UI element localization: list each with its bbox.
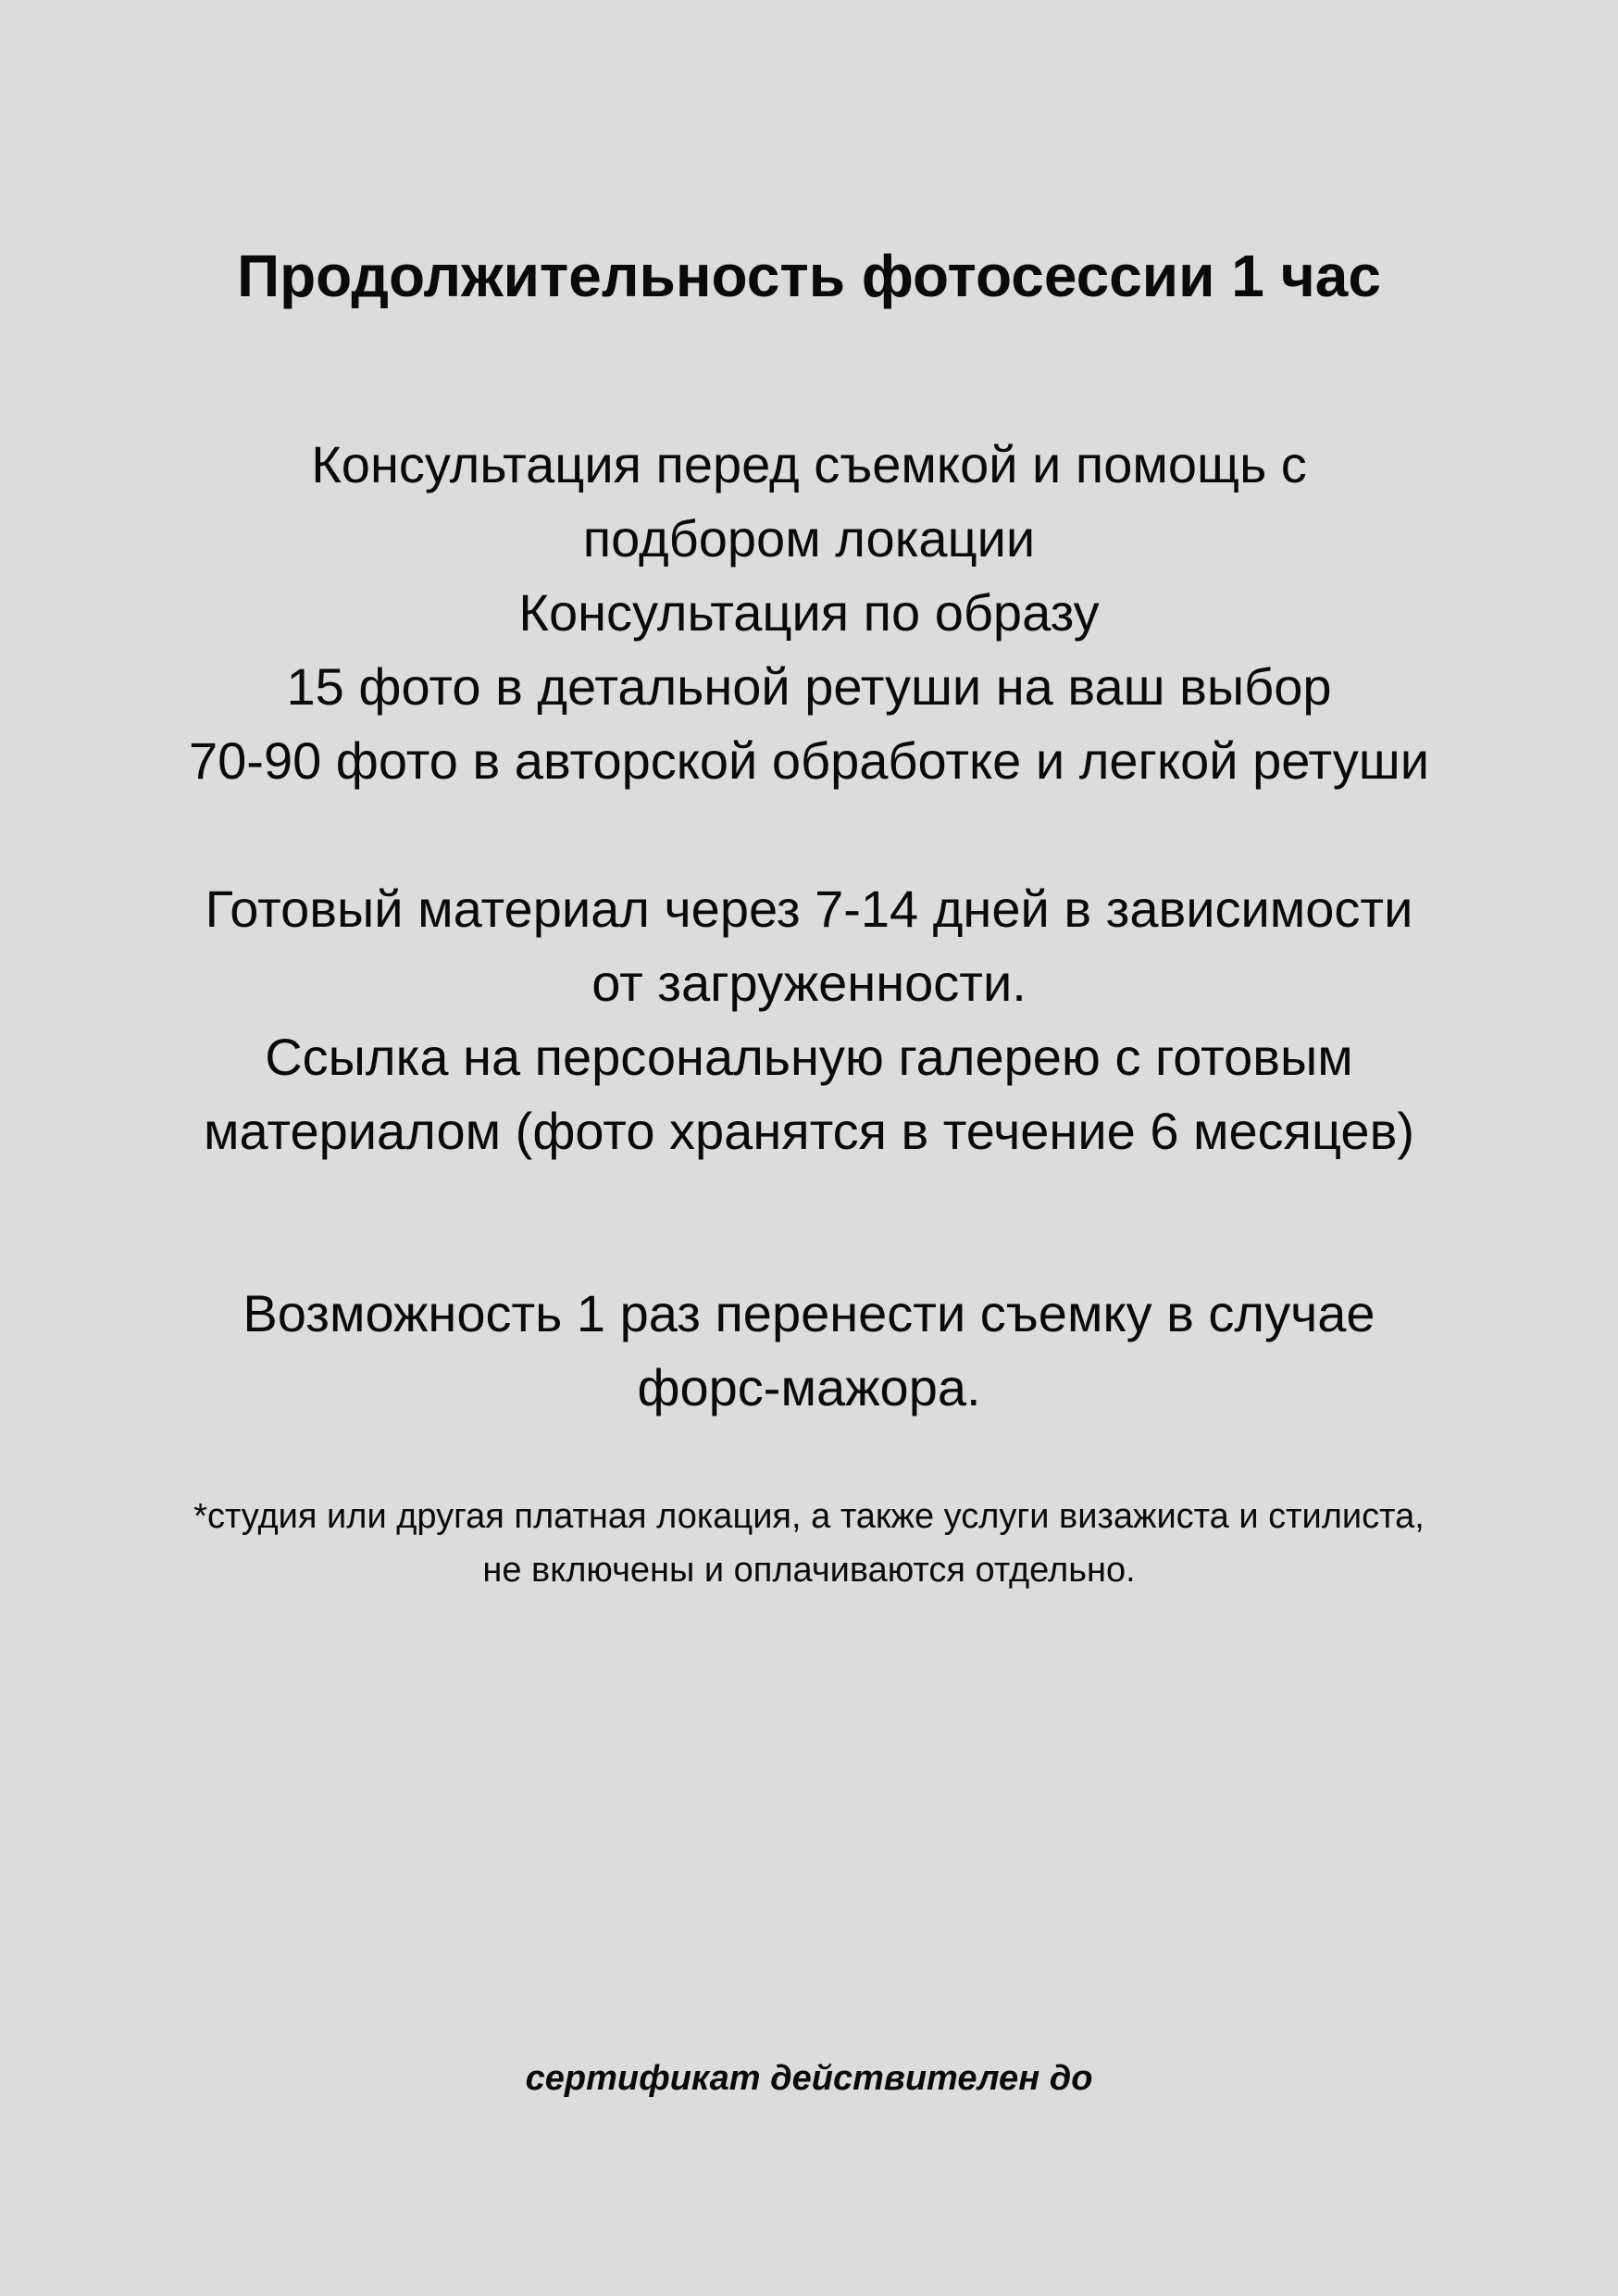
reschedule-line: форс-мажора.	[637, 1358, 981, 1416]
delivery-line: Ссылка на персональную галерею с готовым	[265, 1028, 1353, 1086]
delivery-line: Готовый материал через 7-14 дней в зависимости	[205, 880, 1413, 938]
services-line: 15 фото в детальной ретуши на ваш выбор	[286, 657, 1332, 716]
footnote-line: не включены и оплачиваются отдельно.	[482, 1551, 1136, 1590]
services-line: подбором локации	[582, 509, 1036, 568]
reschedule-line: Возможность 1 раз перенести съемку в случае	[243, 1284, 1375, 1342]
page-title: Продолжительность фотосессии 1 час	[237, 243, 1381, 309]
services-line: Консультация перед съемкой и помощь с	[311, 435, 1307, 493]
certificate-validity: сертификат действителен до	[525, 2059, 1093, 2098]
services-line: Консультация по образу	[518, 583, 1100, 642]
services-line: 70-90 фото в авторской обработке и легкой ретуши	[189, 731, 1429, 790]
footnote-line: *студия или другая платная локация, а также услуги визажиста и стилиста,	[193, 1497, 1425, 1536]
delivery-line: материалом (фото хранятся в течение 6 месяцев)	[204, 1102, 1414, 1160]
delivery-line: от загруженности.	[591, 954, 1027, 1012]
